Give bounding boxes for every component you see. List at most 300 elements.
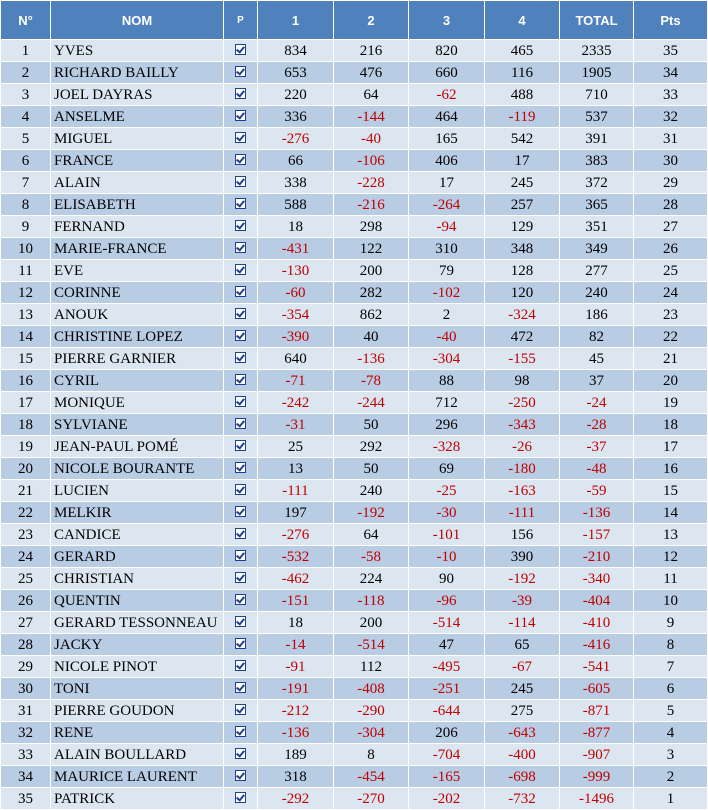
table-row bbox=[1, 700, 708, 722]
cell-rank: 6 bbox=[1, 150, 51, 172]
cell-points: 21 bbox=[634, 348, 708, 370]
table-row bbox=[1, 106, 708, 128]
cell-total: -48 bbox=[560, 458, 634, 480]
cell-present bbox=[224, 84, 258, 106]
checkbox-checked-icon[interactable] bbox=[235, 154, 246, 165]
cell-total: -1496 bbox=[560, 788, 634, 810]
cell-round-2: -228 bbox=[334, 172, 409, 194]
cell-round-4: 472 bbox=[485, 326, 560, 348]
cell-rank: 7 bbox=[1, 172, 51, 194]
table-row bbox=[1, 568, 708, 590]
checkbox-checked-icon[interactable] bbox=[235, 418, 246, 429]
cell-round-3: -25 bbox=[409, 480, 485, 502]
cell-round-3: -101 bbox=[409, 524, 485, 546]
checkbox-checked-icon[interactable] bbox=[235, 220, 246, 231]
cell-round-1: -111 bbox=[258, 480, 334, 502]
checkbox-checked-icon[interactable] bbox=[235, 44, 246, 55]
cell-round-4: -67 bbox=[485, 656, 560, 678]
cell-round-3: -328 bbox=[409, 436, 485, 458]
cell-rank: 26 bbox=[1, 590, 51, 612]
checkbox-checked-icon[interactable] bbox=[235, 638, 246, 649]
header-present: P bbox=[224, 1, 258, 40]
cell-present bbox=[224, 612, 258, 634]
cell-round-1: 66 bbox=[258, 150, 334, 172]
table-row bbox=[1, 744, 708, 766]
cell-rank: 14 bbox=[1, 326, 51, 348]
checkbox-checked-icon[interactable] bbox=[235, 264, 246, 275]
cell-round-3: -165 bbox=[409, 766, 485, 788]
checkbox-checked-icon[interactable] bbox=[235, 352, 246, 363]
cell-round-2: 64 bbox=[334, 524, 409, 546]
cell-round-1: -71 bbox=[258, 370, 334, 392]
cell-total: 240 bbox=[560, 282, 634, 304]
cell-total: -340 bbox=[560, 568, 634, 590]
cell-round-3: 660 bbox=[409, 62, 485, 84]
cell-rank: 10 bbox=[1, 238, 51, 260]
cell-round-4: -163 bbox=[485, 480, 560, 502]
cell-rank: 4 bbox=[1, 106, 51, 128]
cell-total: -871 bbox=[560, 700, 634, 722]
cell-total: 1905 bbox=[560, 62, 634, 84]
cell-round-2: 282 bbox=[334, 282, 409, 304]
checkbox-checked-icon[interactable] bbox=[235, 66, 246, 77]
cell-present bbox=[224, 238, 258, 260]
cell-round-1: -91 bbox=[258, 656, 334, 678]
cell-name: RICHARD BAILLY bbox=[51, 62, 224, 84]
cell-round-1: -292 bbox=[258, 788, 334, 810]
table-row bbox=[1, 458, 708, 480]
cell-round-1: -136 bbox=[258, 722, 334, 744]
cell-total: 349 bbox=[560, 238, 634, 260]
cell-round-3: 90 bbox=[409, 568, 485, 590]
cell-present bbox=[224, 40, 258, 62]
cell-name: CYRIL bbox=[51, 370, 224, 392]
cell-name: FRANCE bbox=[51, 150, 224, 172]
cell-present bbox=[224, 788, 258, 810]
cell-round-4: -643 bbox=[485, 722, 560, 744]
checkbox-checked-icon[interactable] bbox=[235, 176, 246, 187]
cell-name: MONIQUE bbox=[51, 392, 224, 414]
cell-round-3: -30 bbox=[409, 502, 485, 524]
cell-present bbox=[224, 128, 258, 150]
cell-points: 28 bbox=[634, 194, 708, 216]
header-row bbox=[1, 1, 708, 40]
checkbox-checked-icon[interactable] bbox=[235, 330, 246, 341]
cell-total: 710 bbox=[560, 84, 634, 106]
cell-round-1: 640 bbox=[258, 348, 334, 370]
checkbox-checked-icon[interactable] bbox=[235, 660, 246, 671]
checkbox-checked-icon[interactable] bbox=[235, 682, 246, 693]
cell-round-1: -431 bbox=[258, 238, 334, 260]
table-row bbox=[1, 392, 708, 414]
table-body bbox=[1, 40, 708, 810]
cell-round-3: -514 bbox=[409, 612, 485, 634]
cell-present bbox=[224, 216, 258, 238]
cell-round-1: -191 bbox=[258, 678, 334, 700]
table-row bbox=[1, 194, 708, 216]
cell-round-3: -102 bbox=[409, 282, 485, 304]
cell-round-4: 348 bbox=[485, 238, 560, 260]
cell-round-2: -290 bbox=[334, 700, 409, 722]
cell-round-1: 588 bbox=[258, 194, 334, 216]
cell-total: 365 bbox=[560, 194, 634, 216]
cell-rank: 20 bbox=[1, 458, 51, 480]
table-row bbox=[1, 282, 708, 304]
cell-round-2: 112 bbox=[334, 656, 409, 678]
checkbox-checked-icon[interactable] bbox=[235, 572, 246, 583]
cell-round-4: 245 bbox=[485, 172, 560, 194]
checkbox-checked-icon[interactable] bbox=[235, 528, 246, 539]
cell-points: 2 bbox=[634, 766, 708, 788]
cell-round-2: -454 bbox=[334, 766, 409, 788]
cell-round-4: -324 bbox=[485, 304, 560, 326]
checkbox-checked-icon[interactable] bbox=[235, 616, 246, 627]
cell-present bbox=[224, 370, 258, 392]
cell-total: -28 bbox=[560, 414, 634, 436]
cell-total: 351 bbox=[560, 216, 634, 238]
cell-total: 37 bbox=[560, 370, 634, 392]
cell-total: -410 bbox=[560, 612, 634, 634]
cell-points: 10 bbox=[634, 590, 708, 612]
cell-rank: 17 bbox=[1, 392, 51, 414]
header-round-3: 3 bbox=[409, 1, 485, 40]
checkbox-checked-icon[interactable] bbox=[235, 132, 246, 143]
table-row bbox=[1, 62, 708, 84]
cell-present bbox=[224, 260, 258, 282]
table-row bbox=[1, 370, 708, 392]
cell-points: 33 bbox=[634, 84, 708, 106]
cell-round-4: -26 bbox=[485, 436, 560, 458]
table-row bbox=[1, 656, 708, 678]
cell-round-2: -270 bbox=[334, 788, 409, 810]
cell-round-4: -698 bbox=[485, 766, 560, 788]
cell-present bbox=[224, 348, 258, 370]
cell-points: 24 bbox=[634, 282, 708, 304]
cell-points: 20 bbox=[634, 370, 708, 392]
cell-round-3: 464 bbox=[409, 106, 485, 128]
cell-round-3: -96 bbox=[409, 590, 485, 612]
cell-round-4: 465 bbox=[485, 40, 560, 62]
cell-round-3: -40 bbox=[409, 326, 485, 348]
cell-round-2: 40 bbox=[334, 326, 409, 348]
cell-round-4: -192 bbox=[485, 568, 560, 590]
cell-rank: 31 bbox=[1, 700, 51, 722]
cell-rank: 12 bbox=[1, 282, 51, 304]
checkbox-checked-icon[interactable] bbox=[235, 198, 246, 209]
cell-round-1: -390 bbox=[258, 326, 334, 348]
cell-round-2: 8 bbox=[334, 744, 409, 766]
cell-rank: 15 bbox=[1, 348, 51, 370]
cell-rank: 19 bbox=[1, 436, 51, 458]
cell-present bbox=[224, 722, 258, 744]
cell-total: -24 bbox=[560, 392, 634, 414]
table-row bbox=[1, 612, 708, 634]
cell-round-3: -264 bbox=[409, 194, 485, 216]
cell-total: -404 bbox=[560, 590, 634, 612]
cell-round-4: 156 bbox=[485, 524, 560, 546]
cell-round-4: -400 bbox=[485, 744, 560, 766]
checkbox-checked-icon[interactable] bbox=[235, 792, 246, 803]
cell-round-2: -244 bbox=[334, 392, 409, 414]
cell-round-2: 216 bbox=[334, 40, 409, 62]
table-row bbox=[1, 260, 708, 282]
cell-total: 383 bbox=[560, 150, 634, 172]
cell-round-4: 257 bbox=[485, 194, 560, 216]
cell-present bbox=[224, 480, 258, 502]
cell-points: 15 bbox=[634, 480, 708, 502]
checkbox-checked-icon[interactable] bbox=[235, 704, 246, 715]
cell-present bbox=[224, 304, 258, 326]
cell-round-4: -250 bbox=[485, 392, 560, 414]
cell-name: QUENTIN bbox=[51, 590, 224, 612]
cell-name: ANSELME bbox=[51, 106, 224, 128]
checkbox-checked-icon[interactable] bbox=[235, 286, 246, 297]
cell-rank: 23 bbox=[1, 524, 51, 546]
cell-total: 186 bbox=[560, 304, 634, 326]
cell-round-3: 712 bbox=[409, 392, 485, 414]
cell-present bbox=[224, 502, 258, 524]
table-row bbox=[1, 722, 708, 744]
cell-round-3: -251 bbox=[409, 678, 485, 700]
cell-round-2: -118 bbox=[334, 590, 409, 612]
cell-rank: 21 bbox=[1, 480, 51, 502]
checkbox-checked-icon[interactable] bbox=[235, 374, 246, 385]
cell-name: PATRICK bbox=[51, 788, 224, 810]
cell-name: JACKY bbox=[51, 634, 224, 656]
checkbox-checked-icon[interactable] bbox=[235, 748, 246, 759]
cell-rank: 24 bbox=[1, 546, 51, 568]
cell-present bbox=[224, 700, 258, 722]
cell-round-1: -242 bbox=[258, 392, 334, 414]
cell-round-3: -644 bbox=[409, 700, 485, 722]
cell-round-1: -14 bbox=[258, 634, 334, 656]
cell-round-4: 17 bbox=[485, 150, 560, 172]
table-row bbox=[1, 348, 708, 370]
cell-name: JOEL DAYRAS bbox=[51, 84, 224, 106]
cell-points: 22 bbox=[634, 326, 708, 348]
cell-round-3: -10 bbox=[409, 546, 485, 568]
cell-round-2: -136 bbox=[334, 348, 409, 370]
cell-total: -37 bbox=[560, 436, 634, 458]
cell-round-2: -144 bbox=[334, 106, 409, 128]
cell-total: -605 bbox=[560, 678, 634, 700]
checkbox-checked-icon[interactable] bbox=[235, 242, 246, 253]
cell-round-2: 50 bbox=[334, 458, 409, 480]
cell-name: CANDICE bbox=[51, 524, 224, 546]
cell-round-4: 129 bbox=[485, 216, 560, 238]
header-round-2: 2 bbox=[334, 1, 409, 40]
cell-round-2: -40 bbox=[334, 128, 409, 150]
cell-points: 31 bbox=[634, 128, 708, 150]
cell-points: 7 bbox=[634, 656, 708, 678]
cell-round-1: 197 bbox=[258, 502, 334, 524]
cell-present bbox=[224, 414, 258, 436]
cell-round-3: 820 bbox=[409, 40, 485, 62]
cell-present bbox=[224, 766, 258, 788]
cell-round-4: -114 bbox=[485, 612, 560, 634]
cell-round-1: 338 bbox=[258, 172, 334, 194]
checkbox-checked-icon[interactable] bbox=[235, 396, 246, 407]
checkbox-checked-icon[interactable] bbox=[235, 440, 246, 451]
cell-name: NICOLE BOURANTE bbox=[51, 458, 224, 480]
cell-total: 45 bbox=[560, 348, 634, 370]
cell-present bbox=[224, 436, 258, 458]
cell-name: ALAIN BOULLARD bbox=[51, 744, 224, 766]
cell-rank: 2 bbox=[1, 62, 51, 84]
cell-name: GERARD TESSONNEAU bbox=[51, 612, 224, 634]
cell-round-4: 488 bbox=[485, 84, 560, 106]
cell-round-3: -62 bbox=[409, 84, 485, 106]
table-row bbox=[1, 678, 708, 700]
cell-points: 13 bbox=[634, 524, 708, 546]
cell-name: ANOUK bbox=[51, 304, 224, 326]
cell-points: 5 bbox=[634, 700, 708, 722]
checkbox-checked-icon[interactable] bbox=[235, 88, 246, 99]
cell-round-2: 862 bbox=[334, 304, 409, 326]
table-row bbox=[1, 590, 708, 612]
cell-rank: 29 bbox=[1, 656, 51, 678]
checkbox-checked-icon[interactable] bbox=[235, 550, 246, 561]
cell-present bbox=[224, 62, 258, 84]
checkbox-checked-icon[interactable] bbox=[235, 462, 246, 473]
checkbox-checked-icon[interactable] bbox=[235, 506, 246, 517]
cell-round-1: -151 bbox=[258, 590, 334, 612]
cell-present bbox=[224, 678, 258, 700]
cell-points: 3 bbox=[634, 744, 708, 766]
table-row bbox=[1, 216, 708, 238]
cell-round-1: 336 bbox=[258, 106, 334, 128]
cell-round-2: 240 bbox=[334, 480, 409, 502]
cell-points: 34 bbox=[634, 62, 708, 84]
cell-total: -999 bbox=[560, 766, 634, 788]
cell-total: -541 bbox=[560, 656, 634, 678]
header-round-1: 1 bbox=[258, 1, 334, 40]
cell-points: 14 bbox=[634, 502, 708, 524]
cell-total: -210 bbox=[560, 546, 634, 568]
cell-round-1: -462 bbox=[258, 568, 334, 590]
cell-round-4: 128 bbox=[485, 260, 560, 282]
checkbox-checked-icon[interactable] bbox=[235, 770, 246, 781]
checkbox-checked-icon[interactable] bbox=[235, 308, 246, 319]
cell-total: 277 bbox=[560, 260, 634, 282]
cell-total: -136 bbox=[560, 502, 634, 524]
cell-round-2: -192 bbox=[334, 502, 409, 524]
cell-round-2: 200 bbox=[334, 260, 409, 282]
checkbox-checked-icon[interactable] bbox=[235, 484, 246, 495]
cell-round-3: -304 bbox=[409, 348, 485, 370]
cell-round-2: 50 bbox=[334, 414, 409, 436]
cell-round-4: 275 bbox=[485, 700, 560, 722]
cell-round-4: -732 bbox=[485, 788, 560, 810]
cell-round-2: -408 bbox=[334, 678, 409, 700]
table-row bbox=[1, 238, 708, 260]
table-row bbox=[1, 40, 708, 62]
cell-name: ELISABETH bbox=[51, 194, 224, 216]
cell-name: MARIE-FRANCE bbox=[51, 238, 224, 260]
cell-present bbox=[224, 194, 258, 216]
cell-round-3: 69 bbox=[409, 458, 485, 480]
cell-round-4: 542 bbox=[485, 128, 560, 150]
cell-round-1: -532 bbox=[258, 546, 334, 568]
cell-round-4: -119 bbox=[485, 106, 560, 128]
table-row bbox=[1, 546, 708, 568]
cell-round-4: 116 bbox=[485, 62, 560, 84]
cell-total: 372 bbox=[560, 172, 634, 194]
cell-round-4: 65 bbox=[485, 634, 560, 656]
header-points: Pts bbox=[634, 1, 708, 40]
cell-total: 537 bbox=[560, 106, 634, 128]
cell-round-1: -276 bbox=[258, 524, 334, 546]
cell-total: 391 bbox=[560, 128, 634, 150]
cell-points: 16 bbox=[634, 458, 708, 480]
cell-total: -157 bbox=[560, 524, 634, 546]
cell-round-1: 653 bbox=[258, 62, 334, 84]
checkbox-checked-icon[interactable] bbox=[235, 726, 246, 737]
cell-round-1: 318 bbox=[258, 766, 334, 788]
cell-round-3: 206 bbox=[409, 722, 485, 744]
table-row bbox=[1, 480, 708, 502]
cell-rank: 27 bbox=[1, 612, 51, 634]
cell-points: 25 bbox=[634, 260, 708, 282]
table-row bbox=[1, 84, 708, 106]
cell-round-1: -212 bbox=[258, 700, 334, 722]
checkbox-checked-icon[interactable] bbox=[235, 594, 246, 605]
table-row bbox=[1, 788, 708, 810]
table-row bbox=[1, 634, 708, 656]
cell-rank: 11 bbox=[1, 260, 51, 282]
cell-round-1: -354 bbox=[258, 304, 334, 326]
cell-rank: 32 bbox=[1, 722, 51, 744]
cell-round-2: 292 bbox=[334, 436, 409, 458]
cell-points: 17 bbox=[634, 436, 708, 458]
cell-points: 29 bbox=[634, 172, 708, 194]
cell-present bbox=[224, 392, 258, 414]
cell-points: 12 bbox=[634, 546, 708, 568]
checkbox-checked-icon[interactable] bbox=[235, 110, 246, 121]
table-row bbox=[1, 172, 708, 194]
cell-round-4: -155 bbox=[485, 348, 560, 370]
cell-present bbox=[224, 282, 258, 304]
cell-points: 6 bbox=[634, 678, 708, 700]
cell-round-3: 88 bbox=[409, 370, 485, 392]
cell-round-1: 25 bbox=[258, 436, 334, 458]
table-row bbox=[1, 304, 708, 326]
cell-round-2: 476 bbox=[334, 62, 409, 84]
cell-present bbox=[224, 150, 258, 172]
table-row bbox=[1, 524, 708, 546]
table-row bbox=[1, 436, 708, 458]
cell-round-3: -704 bbox=[409, 744, 485, 766]
table-row bbox=[1, 150, 708, 172]
cell-round-2: -514 bbox=[334, 634, 409, 656]
cell-rank: 22 bbox=[1, 502, 51, 524]
cell-round-1: 834 bbox=[258, 40, 334, 62]
cell-name: YVES bbox=[51, 40, 224, 62]
cell-round-1: 189 bbox=[258, 744, 334, 766]
cell-name: MELKIR bbox=[51, 502, 224, 524]
cell-round-1: 13 bbox=[258, 458, 334, 480]
cell-present bbox=[224, 458, 258, 480]
cell-name: LUCIEN bbox=[51, 480, 224, 502]
cell-round-3: -94 bbox=[409, 216, 485, 238]
cell-rank: 1 bbox=[1, 40, 51, 62]
header-round-4: 4 bbox=[485, 1, 560, 40]
cell-round-3: 17 bbox=[409, 172, 485, 194]
cell-points: 26 bbox=[634, 238, 708, 260]
cell-round-4: 245 bbox=[485, 678, 560, 700]
cell-round-4: 390 bbox=[485, 546, 560, 568]
cell-rank: 9 bbox=[1, 216, 51, 238]
